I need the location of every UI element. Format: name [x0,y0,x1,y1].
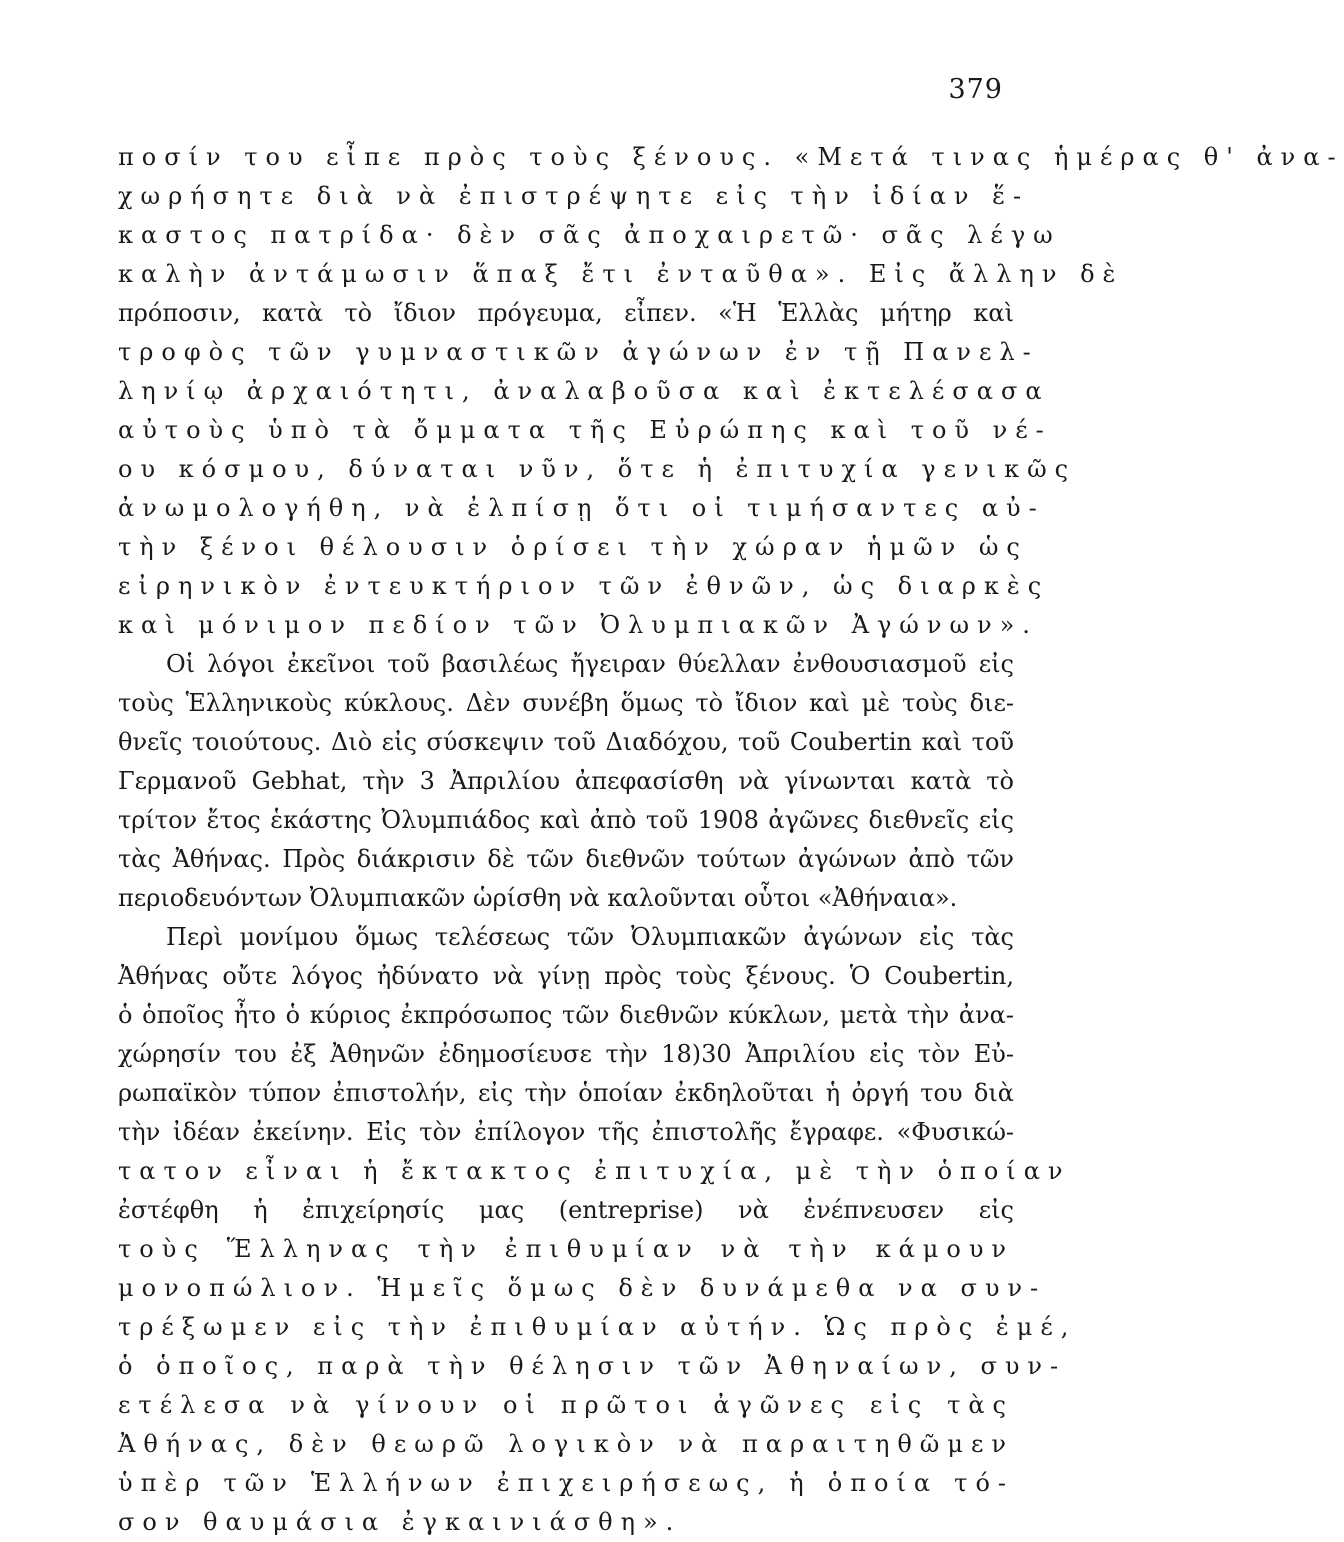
page-number: 379 [948,74,1003,105]
text-line: ληνίῳ ἀρχαιότητι, ἀναλαβοῦσα καὶ ἐκτελέσασα [118,377,1050,405]
text-line: ετέλεσα νὰ γίνουν οἱ πρῶτοι ἀγῶνες εἰς τὰς [118,1391,1014,1419]
text-line: τοὺς Ἕλληνας τὴν ἐπιθυμίαν νὰ τὴν κάμουν [118,1235,1014,1263]
text-line: τὰς Ἀθήνας. Πρὸς διάκρισιν δὲ τῶν διεθνῶν τούτων ἀγώνων ἀπὸ τῶν [118,845,1014,873]
text-line: ὁ ὁποῖος, παρὰ τὴν θέλησιν τῶν Ἀθηναίων, συν- [118,1352,1067,1380]
text-line: ρωπαϊκὸν τύπον ἐπιστολήν, εἰς τὴν ὁποίαν ἐκδηλοῦται ἡ ὀργή του διὰ [118,1079,1014,1107]
text-line: χωρήσητε διὰ νὰ ἐπιστρέψητε εἰς τὴν ἰδίαν ἕ- [118,182,1030,210]
text-line: τρίτον ἔτος ἑκάστης Ὀλυμπιάδος καὶ ἀπὸ τοῦ 1908 ἀγῶνες διεθνεῖς εἰς [118,806,1014,834]
paragraph-start: Οἱ λόγοι ἐκεῖνοι τοῦ βασιλέως ἤγειραν θύελλαν ἐνθουσιασμοῦ εἰς [166,650,1014,678]
text-line: τατον εἶναι ἡ ἔκτακτος ἐπιτυχία, μὲ τὴν ὁποίαν [118,1157,1071,1185]
text-line: εἰρηνικὸν ἐντευκτήριον τῶν ἐθνῶν, ὡς διαρκὲς [118,572,1050,600]
text-line: καλὴν ἀντάμωσιν ἅπαξ ἔτι ἐνταῦθα». Εἰς ἄλλην δὲ [118,260,1124,288]
body-text [118,138,1344,1542]
text-line: ὑπὲρ τῶν Ἑλλήνων ἐπιχειρήσεως, ἡ ὁποία τό- [118,1469,1014,1497]
text-line: χώρησίν του ἐξ Ἀθηνῶν ἐδημοσίευσε τὴν 18)30 Ἀπριλίου εἰς τὸν Εὐ- [118,1040,1014,1068]
text-line: σον θαυμάσια ἐγκαινιάσθη». [118,1508,682,1536]
text-line: τὴν ξένοι θέλουσιν ὁρίσει τὴν χώραν ἡμῶν ὡς [118,533,1028,561]
text-line: ποσίν του εἶπε πρὸς τοὺς ξένους. «Μετά τινας ἡμέρας θ' ἀνα- [118,143,1344,171]
text-line: ὁ ὁποῖος ἦτο ὁ κύριος ἐκπρόσωπος τῶν διεθνῶν κύκλων, μετὰ τὴν ἀνα- [118,1001,1014,1029]
text-line: καστος πατρίδα· δὲν σᾶς ἀποχαιρετῶ· σᾶς λέγω [118,221,1061,249]
text-line: τρέξωμεν εἰς τὴν ἐπιθυμίαν αὐτήν. Ὡς πρὸς ἐμέ, [118,1313,1077,1341]
text-line: αὐτοὺς ὑπὸ τὰ ὄμματα τῆς Εὐρώπης καὶ τοῦ νέ- [118,416,1052,444]
text-line: περιοδευόντων Ὀλυμπιακῶν ὡρίσθη νὰ καλοῦνται οὗτοι «Ἀθήναια». [118,884,958,912]
text-line: πρόποσιν, κατὰ τὸ ἴδιον πρόγευμα, εἶπεν. «Ἡ Ἑλλὰς μήτηρ καὶ [118,299,1014,327]
text-line: θνεῖς τοιούτους. Διὸ εἰς σύσκεψιν τοῦ Διαδόχου, τοῦ Coubertin καὶ τοῦ [118,728,1014,756]
text-line: Γερμανοῦ Gebhat, τὴν 3 Ἀπριλίου ἀπεφασίσθη νὰ γίνωνται κατὰ τὸ [118,767,1014,795]
text-line: τὴν ἰδέαν ἐκείνην. Εἰς τὸν ἐπίλογον τῆς ἐπιστολῆς ἔγραφε. «Φυσικώ- [118,1118,1014,1146]
text-line: Ἀθήνας οὔτε λόγος ἠδύνατο νὰ γίνῃ πρὸς τοὺς ξένους. Ὁ Coubertin, [118,962,1014,990]
text-line: Ἀθήνας, δὲν θεωρῶ λογικὸν νὰ παραιτηθῶμεν [118,1430,1014,1458]
text-line: καὶ μόνιμον πεδίον τῶν Ὀλυμπιακῶν Ἀγώνων». [118,611,1038,639]
text-line: μονοπώλιον. Ἡμεῖς ὅμως δὲν δυνάμεθα να συν- [118,1274,1047,1302]
text-line: ἀνωμολογήθη, νὰ ἐλπίσῃ ὅτι οἱ τιμήσαντες αὐ- [118,494,1045,522]
text-line: ἐστέφθη ἡ ἐπιχείρησίς μας (entreprise) νὰ ἐνέπνευσεν εἰς [118,1196,1014,1224]
paragraph-start: Περὶ μονίμου ὅμως τελέσεως τῶν Ὀλυμπιακῶν ἀγώνων εἰς τὰς [166,923,1014,951]
text-line: τοὺς Ἑλληνικοὺς κύκλους. Δὲν συνέβη ὅμως τὸ ἴδιον καὶ μὲ τοὺς διε- [118,689,1014,717]
text-line: τροφὸς τῶν γυμναστικῶν ἀγώνων ἐν τῇ Πανελ- [118,338,1039,366]
text-line: ου κόσμου, δύναται νῦν, ὅτε ἡ ἐπιτυχία γενικῶς [118,455,1077,483]
